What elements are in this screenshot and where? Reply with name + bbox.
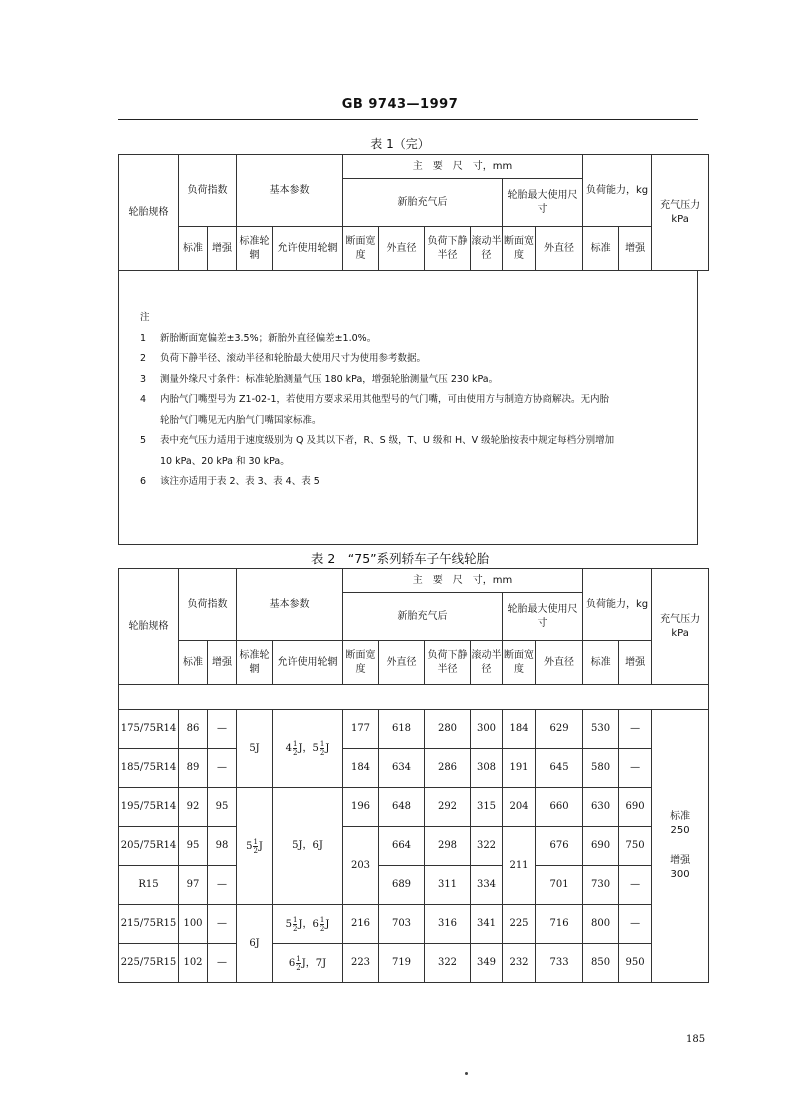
cell-cs: 580 [583, 749, 619, 788]
sub-outer-dia: 外直径 [379, 641, 425, 685]
header-main-dims: 主 要 尺 寸，mm [343, 155, 583, 179]
note-text: 内胎气门嘴型号为 Z1-02-1，若使用方要求采用其他型号的气门嘴，可由使用方与制造方协商解决。无内胎 [160, 394, 610, 405]
header-tire-spec: 轮胎规格 [119, 569, 179, 685]
cell-spec: 225/75R15 [119, 944, 179, 983]
sub-section-width: 断面宽度 [343, 641, 379, 685]
sub-max-section-width: 断面宽度 [503, 227, 536, 271]
frac-den: 2 [319, 924, 325, 933]
cell-rein: 95 [208, 788, 237, 827]
cell-spec: 215/75R15 [119, 905, 179, 944]
cell-rim-5J: 5J [237, 710, 273, 788]
cell-sr: 316 [425, 905, 471, 944]
note-item [140, 472, 685, 493]
table1 [118, 154, 709, 271]
frac-num: 1 [296, 954, 301, 963]
notes-title: 注 [140, 312, 150, 323]
frac-num: 1 [293, 915, 298, 924]
pressure-std-label: 标准 [670, 811, 691, 822]
cell-allowed-5J [273, 710, 343, 788]
header-load-capacity: 负荷能力，kg [583, 155, 652, 227]
cell-std: 100 [179, 905, 208, 944]
cell-rein: — [208, 710, 237, 749]
allowed-part: J，6 [298, 918, 319, 930]
cell-cs: 850 [583, 944, 619, 983]
note-text: 该注亦适用于表 2、表 3、表 4、表 5 [160, 476, 320, 487]
cell-cr: 750 [619, 827, 652, 866]
cell-sr: 280 [425, 710, 471, 749]
sub-section-width: 断面宽度 [343, 227, 379, 271]
cell-od: 634 [379, 749, 425, 788]
allowed-part: J，7J [301, 957, 327, 969]
cell-rr: 300 [471, 710, 503, 749]
cell-rr: 334 [471, 866, 503, 905]
cell-cr: 690 [619, 788, 652, 827]
cell-sw-merged: 203 [343, 827, 379, 905]
header-basic-params: 基本参数 [237, 569, 343, 641]
header-pressure-unit: kPa [671, 627, 689, 639]
cell-msw: 232 [503, 944, 536, 983]
cell-std: 102 [179, 944, 208, 983]
cell-cr: — [619, 905, 652, 944]
header-new-inflated: 新胎充气后 [343, 593, 503, 641]
cell-cs: 730 [583, 866, 619, 905]
cell-mod: 676 [536, 827, 583, 866]
sub-standard: 标准 [179, 227, 208, 271]
note-number: 4 [140, 394, 147, 405]
cell-spec: 175/75R14 [119, 710, 179, 749]
fraction [293, 740, 297, 757]
cell-spec: 185/75R14 [119, 749, 179, 788]
frac-den: 2 [293, 924, 298, 933]
pressure-rein-label: 增强 [670, 855, 691, 866]
cell-allowed-6J-2 [273, 944, 343, 983]
header-load-index: 负荷指数 [179, 569, 237, 641]
cell-sw: 196 [343, 788, 379, 827]
sub-rolling-radius: 滚动半径 [471, 641, 503, 685]
cell-rr: 315 [471, 788, 503, 827]
cell-std: 86 [179, 710, 208, 749]
cell-sr: 292 [425, 788, 471, 827]
cell-cs: 630 [583, 788, 619, 827]
allowed-part: 4 [285, 743, 293, 754]
cell-rein: — [208, 905, 237, 944]
table1-caption: 表 1（完） [370, 137, 430, 151]
table-row [119, 788, 709, 827]
sub-outer-dia: 外直径 [379, 227, 425, 271]
pressure-rein-value: 300 [670, 869, 690, 880]
note-item [140, 349, 685, 370]
cell-sw: 184 [343, 749, 379, 788]
sub-max-section-width: 断面宽度 [503, 641, 536, 685]
frac-num: 1 [293, 740, 298, 748]
cell-cs: 690 [583, 827, 619, 866]
cell-mod: 701 [536, 866, 583, 905]
cell-rein: — [208, 749, 237, 788]
pressure-std-value: 250 [670, 825, 690, 836]
cell-sr: 322 [425, 944, 471, 983]
header-max-service: 轮胎最大使用尺寸 [503, 593, 583, 641]
cell-mod: 733 [536, 944, 583, 983]
allowed-part: 6 [288, 957, 296, 969]
header-main-dims: 主 要 尺 寸，mm [343, 569, 583, 593]
frac-num: 1 [319, 740, 325, 748]
cell-sr: 311 [425, 866, 471, 905]
note-number: 2 [140, 353, 147, 364]
note-text: 新胎断面宽偏差±3.5%；新胎外直径偏差±1.0%。 [160, 332, 377, 344]
fraction [320, 740, 324, 757]
frac-den: 2 [253, 846, 258, 855]
allowed-part: J，5 [298, 743, 319, 754]
cell-std: 92 [179, 788, 208, 827]
cell-sw: 216 [343, 905, 379, 944]
cell-mod: 716 [536, 905, 583, 944]
cell-od: 689 [379, 866, 425, 905]
note-number: 1 [140, 332, 147, 344]
sub-allowed-rim: 允许使用轮辋 [273, 641, 343, 685]
table-row [119, 905, 709, 944]
sub-cap-reinforced: 增强 [619, 227, 652, 271]
note-item [140, 431, 685, 452]
note-number: 5 [140, 435, 147, 446]
note-item [140, 390, 685, 411]
rim-part: 5 [246, 840, 253, 852]
sub-max-outer-dia: 外直径 [536, 227, 583, 271]
cell-allowed-5-half-J: 5J，6J [273, 788, 343, 905]
sub-std-rim: 标准轮辋 [237, 227, 273, 271]
header-pressure [652, 155, 709, 271]
cell-rr: 349 [471, 944, 503, 983]
allowed-part: J [325, 918, 330, 930]
cell-rr: 308 [471, 749, 503, 788]
sub-rolling-radius: 滚动半径 [471, 227, 503, 271]
cell-cs: 800 [583, 905, 619, 944]
pressure-gap [652, 838, 708, 854]
cell-rein: — [208, 866, 237, 905]
cell-rr: 341 [471, 905, 503, 944]
cell-spec: R15 [119, 866, 179, 905]
allowed-part: 5 [285, 918, 293, 930]
header-tire-spec: 轮胎规格 [119, 155, 179, 271]
cell-msw: 191 [503, 749, 536, 788]
sub-std-rim: 标准轮辋 [237, 641, 273, 685]
sub-static-radius: 负荷下静半径 [425, 227, 471, 271]
sub-cap-reinforced: 增强 [619, 641, 652, 685]
header-pressure-label: 充气压力 [660, 199, 701, 211]
table-row [119, 749, 709, 788]
sub-cap-standard: 标准 [583, 227, 619, 271]
fraction [320, 916, 324, 933]
cell-cr: 950 [619, 944, 652, 983]
sub-static-radius: 负荷下静半径 [425, 641, 471, 685]
header-pressure-unit: kPa [671, 213, 689, 225]
sub-reinforced: 增强 [208, 227, 237, 271]
cell-od: 703 [379, 905, 425, 944]
cell-msw: 204 [503, 788, 536, 827]
header-load-index: 负荷指数 [179, 155, 237, 227]
sub-reinforced: 增强 [208, 641, 237, 685]
table-row [119, 866, 709, 905]
standard-header: GB 9743—1997 [341, 97, 459, 112]
header-basic-params: 基本参数 [237, 155, 343, 227]
table-row [119, 710, 709, 749]
page-number: 185 [686, 1034, 706, 1045]
cell-rein: — [208, 944, 237, 983]
cell-sr: 286 [425, 749, 471, 788]
table-row [119, 827, 709, 866]
cell-spec: 205/75R14 [119, 827, 179, 866]
cell-od: 664 [379, 827, 425, 866]
cell-mod: 629 [536, 710, 583, 749]
cell-od: 719 [379, 944, 425, 983]
cell-sw: 223 [343, 944, 379, 983]
scan-dot [465, 1072, 468, 1075]
cell-rim-5-half-J [237, 788, 273, 905]
header-rule [118, 119, 698, 120]
fraction [296, 955, 300, 972]
cell-pressure [652, 710, 709, 983]
cell-cr: — [619, 749, 652, 788]
header-load-capacity: 负荷能力，kg [583, 569, 652, 641]
frac-num: 1 [319, 915, 325, 924]
sub-cap-standard: 标准 [583, 641, 619, 685]
notes [140, 308, 685, 493]
cell-msw-merged: 211 [503, 827, 536, 905]
cell-mod: 660 [536, 788, 583, 827]
cell-msw: 225 [503, 905, 536, 944]
frac-den: 2 [296, 963, 301, 972]
cell-cr: — [619, 710, 652, 749]
cell-rim-6J: 6J [237, 905, 273, 983]
cell-rein: 98 [208, 827, 237, 866]
table-row [119, 944, 709, 983]
note-text: 测量外缘尺寸条件：标准轮胎测量气压 180 kPa，增强轮胎测量气压 230 kPa。 [160, 373, 499, 385]
fraction [253, 838, 257, 855]
cell-sr: 298 [425, 827, 471, 866]
note-continuation: 轮胎气门嘴见无内胎气门嘴国家标准。 [160, 414, 322, 426]
frac-den: 2 [319, 749, 325, 757]
frac-num: 1 [253, 837, 258, 846]
header-pressure [652, 569, 709, 685]
table2-caption: 表 2 “75”系列轿车子午线轮胎 [310, 551, 490, 566]
note-text: 表中充气压力适用于速度级别为 Q 及其以下者，R、S 级，T、U 级和 H、V 级轮胎按表中规定每档分别增加 [160, 435, 615, 446]
note-number: 6 [140, 476, 147, 487]
cell-od: 618 [379, 710, 425, 749]
cell-spec: 195/75R14 [119, 788, 179, 827]
cell-std: 97 [179, 866, 208, 905]
header-pressure-label: 充气压力 [660, 613, 701, 625]
note-text: 负荷下静半径、滚动半径和轮胎最大使用尺寸为使用参考数据。 [160, 353, 427, 364]
fraction [293, 916, 297, 933]
notes-title-row [140, 308, 685, 329]
cell-std: 89 [179, 749, 208, 788]
sub-allowed-rim: 允许使用轮辋 [273, 227, 343, 271]
note-continuation: 10 kPa、20 kPa 和 30 kPa。 [160, 455, 290, 467]
note-item [140, 329, 685, 350]
rim-part: J [258, 840, 263, 852]
cell-msw: 184 [503, 710, 536, 749]
table2-spacer [119, 685, 709, 710]
cell-od: 648 [379, 788, 425, 827]
cell-cs: 530 [583, 710, 619, 749]
header-max-service: 轮胎最大使用尺寸 [503, 179, 583, 227]
cell-sw: 177 [343, 710, 379, 749]
header-new-inflated: 新胎充气后 [343, 179, 503, 227]
table2 [118, 568, 709, 983]
cell-cr: — [619, 866, 652, 905]
note-item [140, 370, 685, 391]
cell-std: 95 [179, 827, 208, 866]
allowed-part: J [325, 743, 330, 754]
cell-allowed-6J-1 [273, 905, 343, 944]
frac-den: 2 [293, 749, 298, 757]
sub-max-outer-dia: 外直径 [536, 641, 583, 685]
sub-standard: 标准 [179, 641, 208, 685]
cell-rr: 322 [471, 827, 503, 866]
note-number: 3 [140, 373, 147, 385]
cell-mod: 645 [536, 749, 583, 788]
